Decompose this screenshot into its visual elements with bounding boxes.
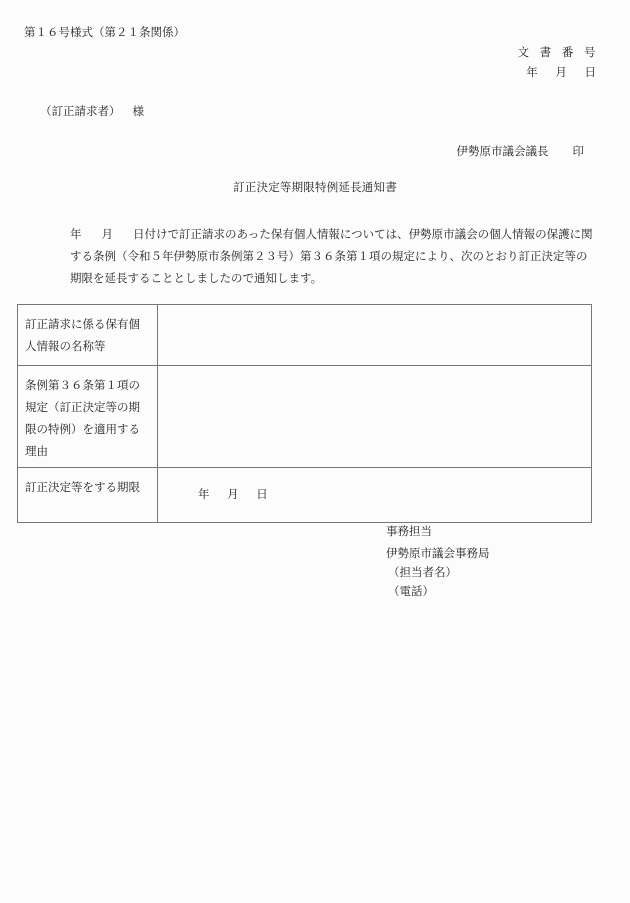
addressee-name: （訂正請求者） [40, 104, 121, 118]
row-value-reason[interactable] [158, 366, 592, 468]
contact-heading: 事務担当 [386, 524, 432, 538]
sender [457, 146, 585, 158]
seal-mark: 印 [572, 144, 584, 158]
addressee-honorific: 様 [132, 104, 144, 118]
addressee [40, 106, 144, 118]
body-month: 月 [101, 227, 113, 241]
body-paragraph [24, 223, 594, 289]
sender-name: 伊勢原市議会議長 [456, 144, 549, 158]
body-text-rest: 日付けで訂正請求のあった保有個人情報については、伊勢原市議会の個人情報の保護に関する条例（令和５年伊勢原市条例第２３号）第３６条第１項の規定により、次のとおり訂正決定等の期限を延長することとしましたので通知します。 [70, 227, 593, 285]
document-date-label: 年 月 日 [526, 65, 596, 79]
notice-table [17, 304, 592, 523]
row-value-info-name[interactable] [158, 305, 592, 366]
row-label-reason: 条例第３６条第１項の規定（訂正決定等の期限の特例）を適用する理由 [18, 366, 158, 468]
row-label-deadline: 訂正決定等をする期限 [18, 468, 158, 523]
document-number-label: 文 書 番 号 [517, 45, 596, 59]
table-row [18, 468, 592, 523]
contact-person: （担当者名） [388, 565, 457, 579]
contact-office: 伊勢原市議会事務局 [386, 546, 490, 560]
row-value-deadline[interactable] [158, 468, 592, 523]
table-row [18, 305, 592, 366]
deadline-date: 年 月 日 [198, 487, 268, 501]
document-title: 訂正決定等期限特例延長通知書 [233, 180, 397, 194]
form-number: 第１６号様式（第２１条関係） [24, 25, 185, 39]
body-year: 年 [70, 227, 82, 241]
table-row [18, 366, 592, 468]
row-label-info-name: 訂正請求に係る保有個人情報の名称等 [18, 305, 158, 366]
contact-phone: （電話） [388, 584, 434, 598]
